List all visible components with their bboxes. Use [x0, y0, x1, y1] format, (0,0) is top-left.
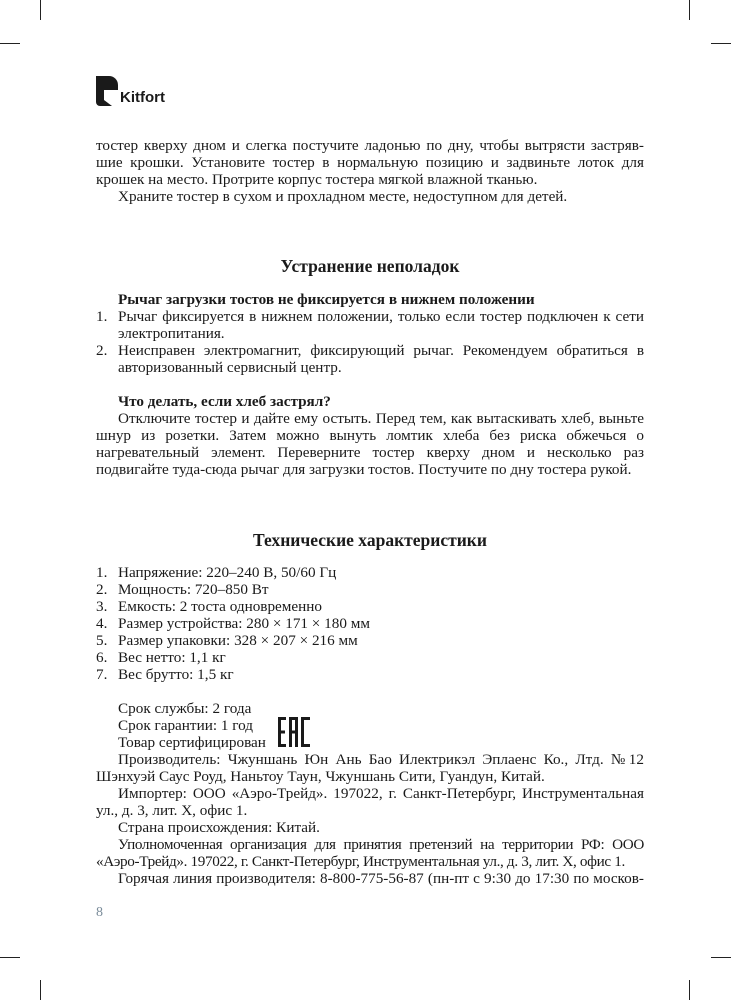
service-life: Срок службы: 2 года — [118, 700, 252, 717]
spec-text: Мощность: 720–850 Вт — [118, 581, 269, 598]
item-number: 1. — [96, 308, 108, 325]
spec-item — [96, 598, 644, 615]
spec-item — [96, 649, 644, 666]
crop-mark — [0, 43, 20, 44]
origin: Страна происхождения: Китай. — [118, 819, 320, 836]
crop-mark — [711, 957, 731, 958]
item-number: 4. — [96, 615, 108, 632]
item-text: Рычаг фиксируется в нижнем положении, только если тостер подключен к сети электропитания. — [118, 308, 644, 342]
spec-text: Вес нетто: 1,1 кг — [118, 649, 226, 666]
authorized-organization: Уполномоченная организация для принятия претензий на территории РФ: ООО «Аэро-Трейд». 197022, г. Санкт-Петербург, Инструментальная ул., д. 3, лит. Х, офис 1. — [96, 836, 644, 870]
certified: Товар сертифицирован — [118, 734, 266, 751]
spec-text: Вес брутто: 1,5 кг — [118, 666, 234, 683]
troubleshooting-answer: Отключите тостер и дайте ему остыть. Перед тем, как вытаскивать хлеб, выньте шнур из розетки. Затем можно вынуть ломтик хлеба без риска обжечься о нагревательный элемент. Переверните тостер кверху дном и несколько раз подвигайте туда-сюда рычаг для загрузки тостов. Постучите по дну тостера рукой. — [96, 410, 644, 478]
intro-line-1: тостер кверху дном и слегка постучите ладонью по дну, чтобы вытрясти застряв- — [96, 137, 644, 154]
page-content — [96, 137, 644, 887]
spec-text: Напряжение: 220–240 В, 50/60 Гц — [118, 564, 337, 581]
item-number: 2. — [96, 581, 108, 598]
spec-item — [96, 615, 644, 632]
troubleshooting-title: Устранение неполадок — [280, 256, 460, 276]
kitfort-logo-icon — [96, 76, 118, 106]
troubleshooting-question-2: Что делать, если хлеб застрял? — [118, 393, 331, 410]
spec-text: Размер упаковки: 328 × 207 × 216 мм — [118, 632, 358, 649]
specs-list — [96, 564, 644, 683]
eac-certification-icon — [278, 717, 310, 747]
troubleshooting-question-1: Рычаг загрузки тостов не фиксируется в нижнем положении — [118, 291, 535, 308]
spec-text: Размер устройства: 280 × 171 × 180 мм — [118, 615, 370, 632]
importer: Импортер: ООО «Аэро-Трейд». 197022, г. Санкт-Петербург, Инструментальная ул., д. 3, лит. Х, офис 1. — [96, 785, 644, 819]
brand-name: Kitfort — [120, 89, 165, 106]
item-text: Неисправен электромагнит, фиксирующий рычаг. Рекомендуем обратиться в авторизованный сервисный центр. — [118, 342, 644, 376]
manufacturer: Производитель: Чжуншань Юн Ань Бао Илектрикэл Эплаенс Ко., Лтд. №12 Шэнхуэй Саус Роуд, Наньтоу Таун, Чжуншань Сити, Гуандун, Китай. — [96, 751, 644, 785]
crop-mark — [40, 0, 41, 20]
item-number: 1. — [96, 564, 108, 581]
storage-paragraph: Храните тостер в сухом и прохладном месте, недоступном для детей. — [118, 188, 568, 205]
crop-mark — [689, 980, 690, 1000]
crop-mark — [689, 0, 690, 20]
item-number: 5. — [96, 632, 108, 649]
crop-mark — [40, 980, 41, 1000]
item-number: 3. — [96, 598, 108, 615]
spec-item — [96, 581, 644, 598]
troubleshooting-item — [96, 308, 644, 342]
item-number: 7. — [96, 666, 108, 683]
warranty: Срок гарантии: 1 год — [118, 717, 253, 734]
page-number: 8 — [96, 905, 103, 920]
item-number: 6. — [96, 649, 108, 666]
crop-mark — [711, 43, 731, 44]
intro-paragraph: шие крошки. Установите тостер в нормальную позицию и задвиньте лоток для крошек на место. Протрите корпус тостера мягкой влажной тканью. — [96, 154, 644, 188]
specs-title: Технические характеристики — [253, 530, 487, 550]
spec-item — [96, 564, 644, 581]
spec-text: Емкость: 2 тоста одновременно — [118, 598, 323, 615]
hotline: Горячая линия производителя: 8-800-775-56-87 (пн-пт с 9:30 до 17:30 по москов- — [118, 870, 644, 887]
crop-mark — [0, 957, 20, 958]
certification-block — [96, 700, 644, 751]
spec-item — [96, 632, 644, 649]
item-number: 2. — [96, 342, 108, 359]
spec-item — [96, 666, 644, 683]
brand-logo — [96, 76, 165, 106]
troubleshooting-item — [96, 342, 644, 376]
